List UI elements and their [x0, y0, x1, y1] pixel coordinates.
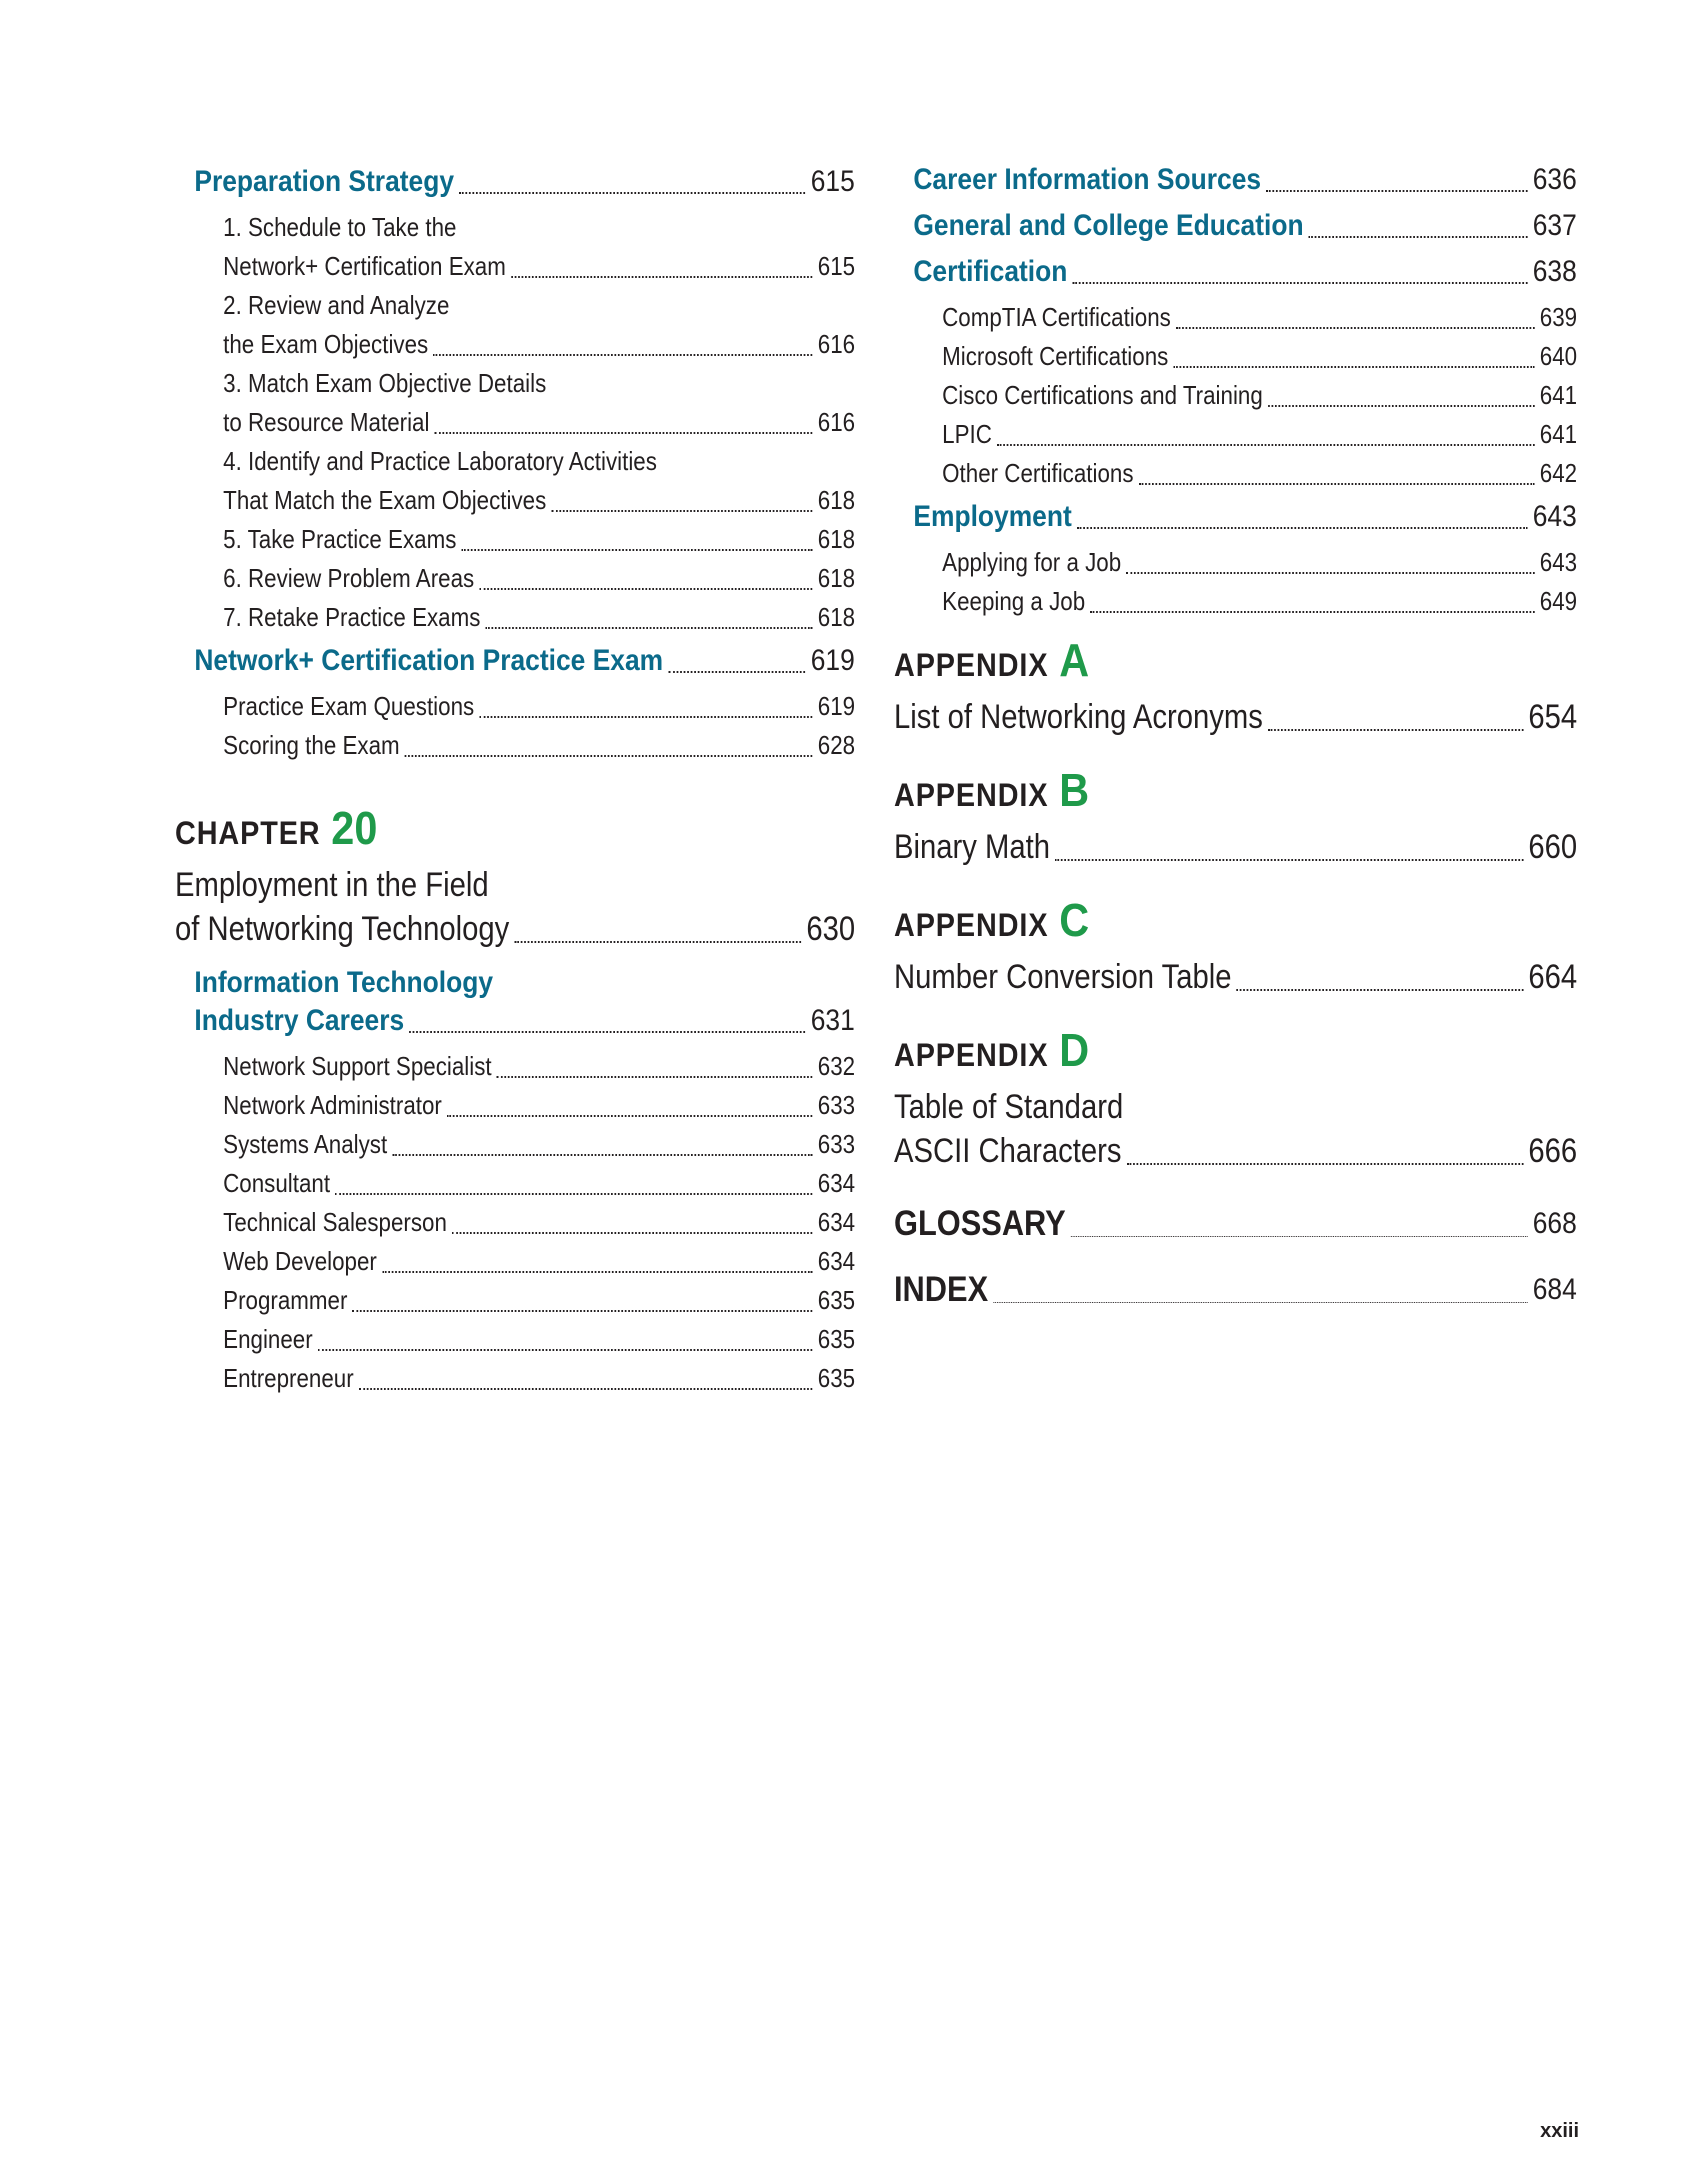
toc-page-number: 660 [1528, 828, 1578, 866]
toc-entry[interactable] [175, 1242, 855, 1281]
dot-leader [1268, 729, 1523, 731]
toc-page-number: 631 [810, 1004, 855, 1037]
toc-page-number: 636 [1532, 163, 1577, 196]
toc-entry[interactable] [175, 364, 855, 442]
toc-page-number: 615 [817, 251, 856, 281]
dot-leader [668, 671, 805, 673]
toc-heading-employment[interactable] [894, 497, 1577, 537]
toc-entry-label: Keeping a Job [942, 586, 1086, 616]
dot-leader [1176, 327, 1535, 329]
dot-leader [405, 755, 813, 757]
toc-page-number: 664 [1528, 958, 1578, 996]
dot-leader [335, 1193, 812, 1195]
toc-page-number: 618 [817, 485, 856, 515]
toc-entry[interactable] [175, 687, 855, 726]
appendix-word: APPENDIX [894, 777, 1049, 813]
dot-leader [497, 1076, 813, 1078]
toc-entry[interactable] [894, 298, 1577, 337]
dot-leader [318, 1349, 813, 1351]
toc-page-number: 666 [1528, 1132, 1578, 1170]
toc-entry-label: Network+ Certification Exam [223, 251, 506, 281]
toc-entry-label: Programmer [223, 1285, 348, 1315]
toc-entry-label: Network Administrator [223, 1090, 442, 1120]
toc-heading-label: Certification [913, 255, 1068, 288]
toc-entry[interactable] [175, 1320, 855, 1359]
dot-leader [435, 432, 813, 434]
appendix-title: ASCII Characters [894, 1132, 1122, 1170]
toc-entry-label: Cisco Certifications and Training [942, 380, 1263, 410]
dot-leader [447, 1115, 813, 1117]
toc-entry-label: Microsoft Certifications [942, 341, 1169, 371]
dot-leader [409, 1031, 805, 1033]
dot-leader [1266, 190, 1527, 192]
toc-entry[interactable] [175, 442, 855, 520]
dot-leader [514, 941, 801, 943]
appendix-heading [894, 633, 1509, 687]
toc-entry-label: Systems Analyst [223, 1129, 388, 1159]
toc-page-number: 639 [1539, 302, 1578, 332]
toc-entry-label: Engineer [223, 1324, 313, 1354]
appendix-word: APPENDIX [894, 907, 1049, 943]
toc-entry[interactable] [894, 543, 1577, 582]
dot-leader [1139, 483, 1535, 485]
appendix-title-entry[interactable] [894, 955, 1577, 999]
toc-entry[interactable] [175, 208, 855, 286]
appendix-letter: A [1059, 634, 1090, 686]
toc-entry-label: Scoring the Exam [223, 730, 400, 760]
toc-entry[interactable] [894, 582, 1577, 621]
toc-page-number: 640 [1539, 341, 1578, 371]
dot-leader [479, 588, 812, 590]
appendix-title-line1: Table of Standard [894, 1088, 1124, 1126]
appendix-title: List of Networking Acronyms [894, 698, 1263, 736]
toc-heading-label: Preparation Strategy [194, 165, 455, 198]
appendix-heading [894, 763, 1509, 817]
dot-leader [1126, 572, 1534, 574]
dot-leader [551, 510, 812, 512]
chapter-title-line2: of Networking Technology [175, 910, 510, 948]
toc-entry[interactable] [175, 559, 855, 598]
appendix-title: Number Conversion Table [894, 958, 1232, 996]
toc-page-number: 630 [806, 910, 856, 948]
toc-entry-label: Entrepreneur [223, 1363, 354, 1393]
toc-heading-label: Industry Careers [194, 1004, 405, 1037]
toc-page-number: 643 [1539, 547, 1578, 577]
dot-leader [1268, 405, 1535, 407]
dot-leader [479, 716, 812, 718]
toc-page-number: 684 [1532, 1273, 1577, 1306]
toc-entry-label: Practice Exam Questions [223, 691, 475, 721]
toc-entry-label: 7. Retake Practice Exams [223, 602, 481, 632]
dot-leader [511, 276, 813, 278]
toc-entry-label: the Exam Objectives [223, 329, 429, 359]
toc-entry-label: Network Support Specialist [223, 1051, 492, 1081]
toc-entry-label: to Resource Material [223, 407, 430, 437]
toc-heading-practice-exam[interactable] [175, 641, 855, 681]
dot-leader [1073, 282, 1528, 284]
toc-page-number: 642 [1539, 458, 1578, 488]
dot-leader [1071, 1236, 1527, 1237]
toc-heading-label: Career Information Sources [913, 163, 1262, 196]
dot-leader [1055, 859, 1523, 861]
dot-leader [1127, 1163, 1524, 1165]
dot-leader [452, 1232, 813, 1234]
toc-page-number: 638 [1532, 255, 1577, 288]
glossary-entry[interactable] [894, 1201, 1577, 1247]
toc-page-number: 632 [817, 1051, 856, 1081]
toc-entry-label: That Match the Exam Objectives [223, 485, 547, 515]
toc-entry-label: Web Developer [223, 1246, 377, 1276]
toc-entry-label: Applying for a Job [942, 547, 1122, 577]
toc-entry-label: LPIC [942, 419, 992, 449]
toc-entry-label: 5. Take Practice Exams [223, 524, 457, 554]
toc-page-number: 618 [817, 524, 856, 554]
toc-entry-label-line1: 3. Match Exam Objective Details [223, 368, 547, 398]
dot-leader [353, 1310, 813, 1312]
toc-entry[interactable] [894, 376, 1577, 415]
dot-leader [1309, 236, 1528, 238]
toc-page-number: 615 [810, 165, 855, 198]
toc-page-number: 634 [817, 1207, 856, 1237]
dot-leader [1077, 527, 1527, 529]
appendix-title-entry[interactable] [894, 695, 1577, 739]
toc-heading-label: Employment [913, 500, 1072, 533]
appendix-title-entry[interactable] [894, 825, 1577, 869]
toc-entry[interactable] [894, 415, 1577, 454]
appendix-word: APPENDIX [894, 647, 1049, 683]
toc-entry-label-line1: 1. Schedule to Take the [223, 212, 457, 242]
toc-entry[interactable] [894, 337, 1577, 376]
dot-leader [433, 354, 812, 356]
toc-heading-label: General and College Education [913, 209, 1304, 242]
toc-entry[interactable] [175, 1047, 855, 1086]
toc-right-column [894, 158, 1577, 1313]
toc-page-number: 635 [817, 1285, 856, 1315]
toc-entry-label: Other Certifications [942, 458, 1134, 488]
chapter-title-entry[interactable] [175, 863, 855, 951]
toc-heading-label-line1: Information Technology [194, 966, 494, 999]
toc-entry[interactable] [175, 1086, 855, 1125]
toc-entry[interactable] [175, 1164, 855, 1203]
toc-page-number: 633 [817, 1090, 856, 1120]
dot-leader [392, 1154, 812, 1156]
glossary-label: GLOSSARY [894, 1204, 1066, 1243]
toc-entry[interactable] [175, 1281, 855, 1320]
toc-page-number: 634 [817, 1168, 856, 1198]
toc-entry[interactable] [175, 726, 855, 765]
toc-left-column [175, 158, 855, 1398]
toc-page-number: 616 [817, 407, 856, 437]
appendix-title: Binary Math [894, 828, 1051, 866]
toc-page-number: 637 [1532, 209, 1577, 242]
dot-leader [993, 1302, 1527, 1303]
appendix-letter: B [1059, 764, 1090, 816]
toc-page-number: 634 [817, 1246, 856, 1276]
toc-page-number: 649 [1539, 586, 1578, 616]
toc-page-number: 635 [817, 1324, 856, 1354]
toc-heading-certification[interactable] [894, 252, 1577, 292]
dot-leader [462, 549, 813, 551]
appendix-title-entry[interactable] [894, 1085, 1577, 1173]
toc-heading-it-careers[interactable] [175, 965, 855, 1041]
page-number: xxiii [1540, 2120, 1579, 2142]
chapter-title-line1: Employment in the Field [175, 866, 489, 904]
dot-leader [1090, 611, 1534, 613]
index-entry[interactable] [894, 1267, 1577, 1313]
appendix-word: APPENDIX [894, 1037, 1049, 1073]
toc-page-number: 643 [1532, 500, 1577, 533]
toc-entry-label: Consultant [223, 1168, 331, 1198]
toc-page-number: 633 [817, 1129, 856, 1159]
dot-leader [1173, 366, 1534, 368]
dot-leader [1237, 989, 1523, 991]
chapter-word: CHAPTER [175, 815, 321, 851]
toc-entry-label: 6. Review Problem Areas [223, 563, 475, 593]
toc-page-number: 619 [810, 644, 855, 677]
toc-entry[interactable] [175, 598, 855, 637]
dot-leader [997, 444, 1535, 446]
index-label: INDEX [894, 1270, 989, 1309]
toc-entry-label-line1: 4. Identify and Practice Laboratory Activities [223, 446, 657, 476]
toc-page-number: 628 [817, 730, 856, 760]
toc-page-number: 616 [817, 329, 856, 359]
dot-leader [459, 192, 805, 194]
toc-heading-preparation-strategy[interactable] [175, 162, 855, 202]
toc-page-number: 641 [1539, 380, 1578, 410]
toc-entry-label-line1: 2. Review and Analyze [223, 290, 450, 320]
toc-heading-label: Network+ Certification Practice Exam [194, 644, 664, 677]
toc-entry-label: CompTIA Certifications [942, 302, 1171, 332]
toc-heading-career-sources[interactable] [894, 160, 1577, 200]
appendix-letter: D [1059, 1024, 1090, 1076]
toc-page-number: 618 [817, 563, 856, 593]
dot-leader [359, 1388, 813, 1390]
toc-page-number: 641 [1539, 419, 1578, 449]
appendix-heading [894, 1023, 1509, 1077]
toc-page-number: 618 [817, 602, 856, 632]
toc-entry[interactable] [175, 286, 855, 364]
chapter-number: 20 [331, 802, 378, 854]
toc-entry[interactable] [175, 1359, 855, 1398]
dot-leader [486, 627, 813, 629]
toc-page-number: 619 [817, 691, 856, 721]
appendix-letter: C [1059, 894, 1090, 946]
appendix-heading [894, 893, 1509, 947]
toc-entry[interactable] [894, 454, 1577, 493]
toc-entry-label: Technical Salesperson [223, 1207, 447, 1237]
toc-entry[interactable] [175, 520, 855, 559]
toc-page-number: 668 [1532, 1207, 1577, 1240]
toc-entry[interactable] [175, 1125, 855, 1164]
toc-page-number: 635 [817, 1363, 856, 1393]
chapter-heading [175, 801, 787, 855]
dot-leader [382, 1271, 813, 1273]
toc-page-number: 654 [1528, 698, 1578, 736]
toc-heading-education[interactable] [894, 206, 1577, 246]
toc-entry[interactable] [175, 1203, 855, 1242]
